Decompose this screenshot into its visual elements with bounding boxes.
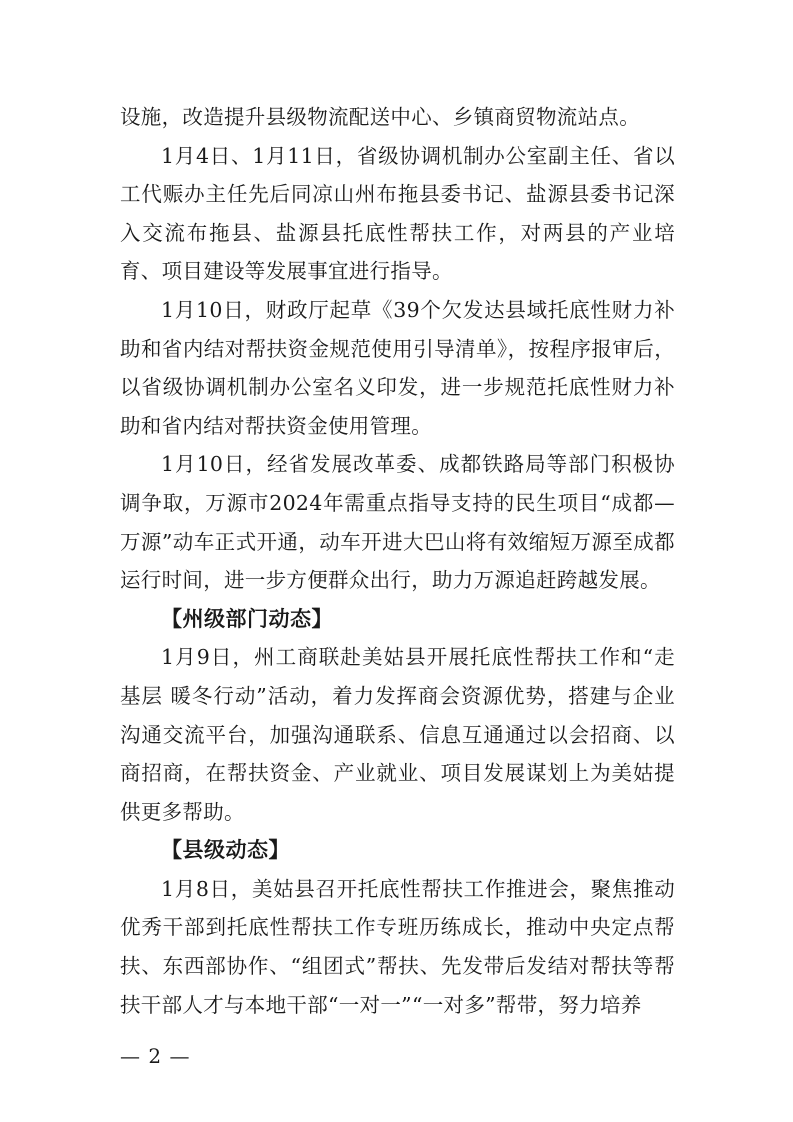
paragraph-continuation: 设施，改造提升县级物流配送中心、乡镇商贸物流站点。 xyxy=(120,105,640,129)
paragraph-train-opening: 1月10日，经省发展改革委、成都铁路局等部门积极协调争取，万源市2024年需重点指导支持的民生项目“成都—万源”动车正式开通，动车开进大巴山将有效缩短万源至成都运行时间，进一步方便群众出行，助力万源追赶跨越发展。 xyxy=(120,452,675,593)
paragraph-prefecture-commerce: 1月9日，州工商联赴美姑县开展托底性帮扶工作和“走基层 暖冬行动”活动，着力发挥商会资源优势，搭建与企业沟通交流平台，加强沟通联系、信息互通通过以会招商、以商招商，在帮扶资金、产业就业、项目发展谋划上为美姑提供更多帮助。 xyxy=(120,645,675,824)
paragraph-provincial-visit: 1月4日、1月11日，省级协调机制办公室副主任、省以工代赈办主任先后同凉山州布拖县委书记、盐源县委书记深入交流布拖县、盐源县托底性帮扶工作，对两县的产业培育、项目建设等发展事宜进行指导。 xyxy=(120,143,675,284)
document-body xyxy=(120,98,675,1024)
paragraph-finance-guideline: 1月10日，财政厅起草《39个欠发达县域托底性财力补助和省内结对帮扶资金规范使用引导清单》，按程序报审后，以省级协调机制办公室名义印发，进一步规范托底性财力补助和省内结对帮扶资金使用管理。 xyxy=(120,297,675,438)
section-heading-county: 【县级动态】 xyxy=(161,838,290,863)
page-number: — 2 — xyxy=(120,1044,191,1068)
section-heading-prefecture: 【州级部门动态】 xyxy=(161,606,333,631)
paragraph-county-meeting: 1月8日，美姑县召开托底性帮扶工作推进会，聚焦推动优秀干部到托底性帮扶工作专班历练成长，推动中央定点帮扶、东西部协作、“组团式”帮扶、先发带后发结对帮扶等帮扶干部人才与本地干部“一对一”“一对多”帮带，努力培养 xyxy=(120,876,675,1017)
